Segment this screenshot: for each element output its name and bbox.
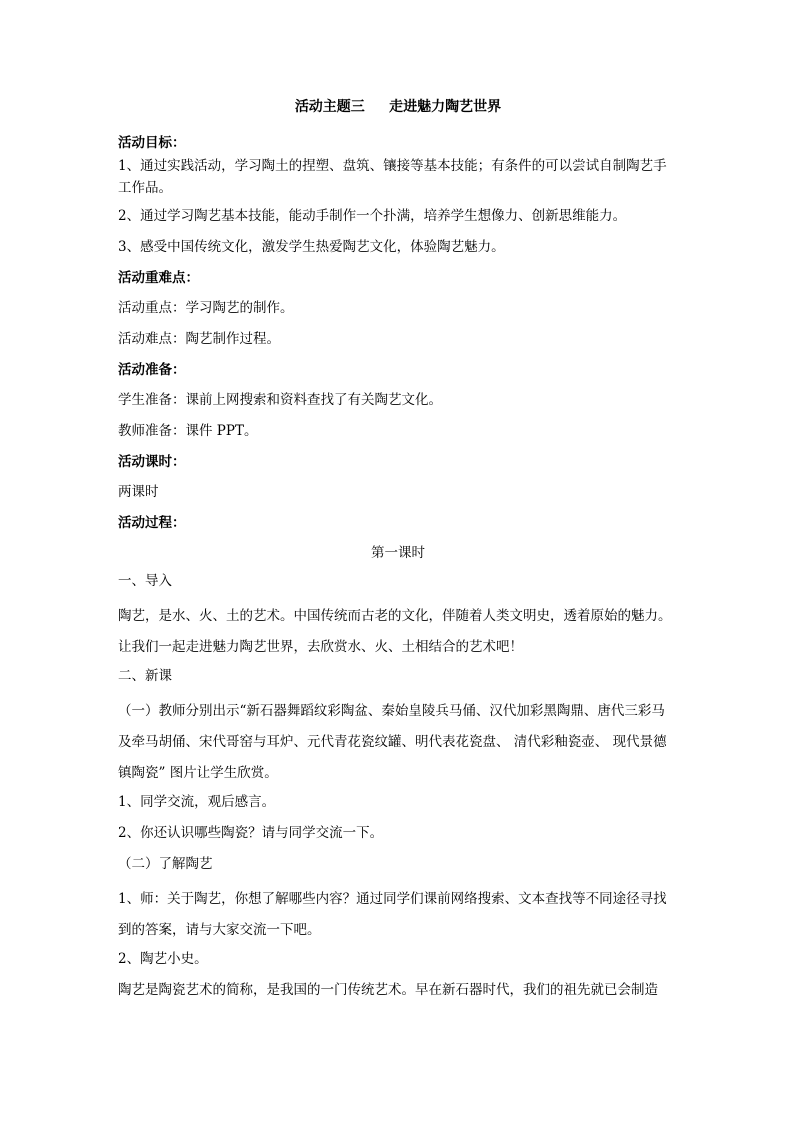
lesson-one-title: 第一课时 bbox=[371, 545, 425, 561]
intro-text: 陶艺，是水、火、土的艺术。中国传统而古老的文化，伴随着人类文明史，透着原始的魅力。让我们一起走进魅力陶艺世界，去欣赏水、火、土相结合的艺术吧！ bbox=[118, 608, 672, 655]
goal-item-1: 1、通过实践活动，学习陶土的捏塑、盘筑、镶接等基本技能；有条件的可以尝试自制陶艺手工作品。 bbox=[118, 158, 667, 196]
hours-heading: 活动课时： bbox=[118, 454, 186, 470]
process-heading: 活动过程： bbox=[118, 515, 186, 531]
part-one-text: （一）教师分别出示“新石器舞蹈纹彩陶盆、秦始皇陵兵马俑、汉代加彩黑陶鼎、唐代三彩马及牵马胡俑、宋代哥窑与耳炉、元代青花瓷纹罐、明代表花瓷盘、 清代彩釉瓷壶、 现代景德镇陶瓷” 图片让学生欣赏。 bbox=[118, 703, 667, 781]
part-two-item-1: 1、师：关于陶艺，你想了解哪些内容？通过同学们课前网络搜索、文本查找等不同途径寻找到的答案，请与大家交流一下吧。 bbox=[118, 891, 667, 938]
hours-text: 两课时 bbox=[118, 484, 159, 500]
page-title: 活动主题三 走进魅力陶艺世界 bbox=[294, 99, 502, 115]
student-prep-text: 学生准备：课前上网搜索和资料查找了有关陶艺文化。 bbox=[118, 392, 442, 408]
difficulty-text: 活动难点：陶艺制作过程。 bbox=[118, 331, 280, 347]
keypoint-text: 活动重点：学习陶艺的制作。 bbox=[118, 300, 294, 316]
part-one-item-2: 2、你还认识哪些陶瓷？请与同学交流一下。 bbox=[118, 825, 384, 841]
teacher-prep-text: 教师准备：课件 PPT。 bbox=[118, 423, 258, 439]
part-two-heading: （二）了解陶艺 bbox=[118, 856, 213, 872]
part-one-item-1: 1、同学交流，观后感言。 bbox=[118, 794, 276, 810]
prep-heading: 活动准备： bbox=[118, 362, 186, 378]
intro-heading: 一、导入 bbox=[118, 573, 172, 589]
goal-item-3: 3、感受中国传统文化，激发学生热爱陶艺文化，体验陶艺魅力。 bbox=[118, 239, 505, 255]
goals-heading: 活动目标： bbox=[118, 135, 186, 151]
goal-item-2: 2、通过学习陶艺基本技能，能动手制作一个扑满，培养学生想像力、创新思维能力。 bbox=[118, 208, 627, 224]
document-body bbox=[118, 96, 678, 1010]
part-two-item-2: 2、陶艺小史。 bbox=[118, 951, 208, 967]
new-lesson-heading: 二、新课 bbox=[118, 668, 172, 684]
keypoints-heading: 活动重难点： bbox=[118, 270, 199, 286]
part-two-text: 陶艺是陶瓷艺术的简称，是我国的一门传统艺术。早在新石器时代，我们的祖先就已会制造 bbox=[118, 982, 658, 998]
